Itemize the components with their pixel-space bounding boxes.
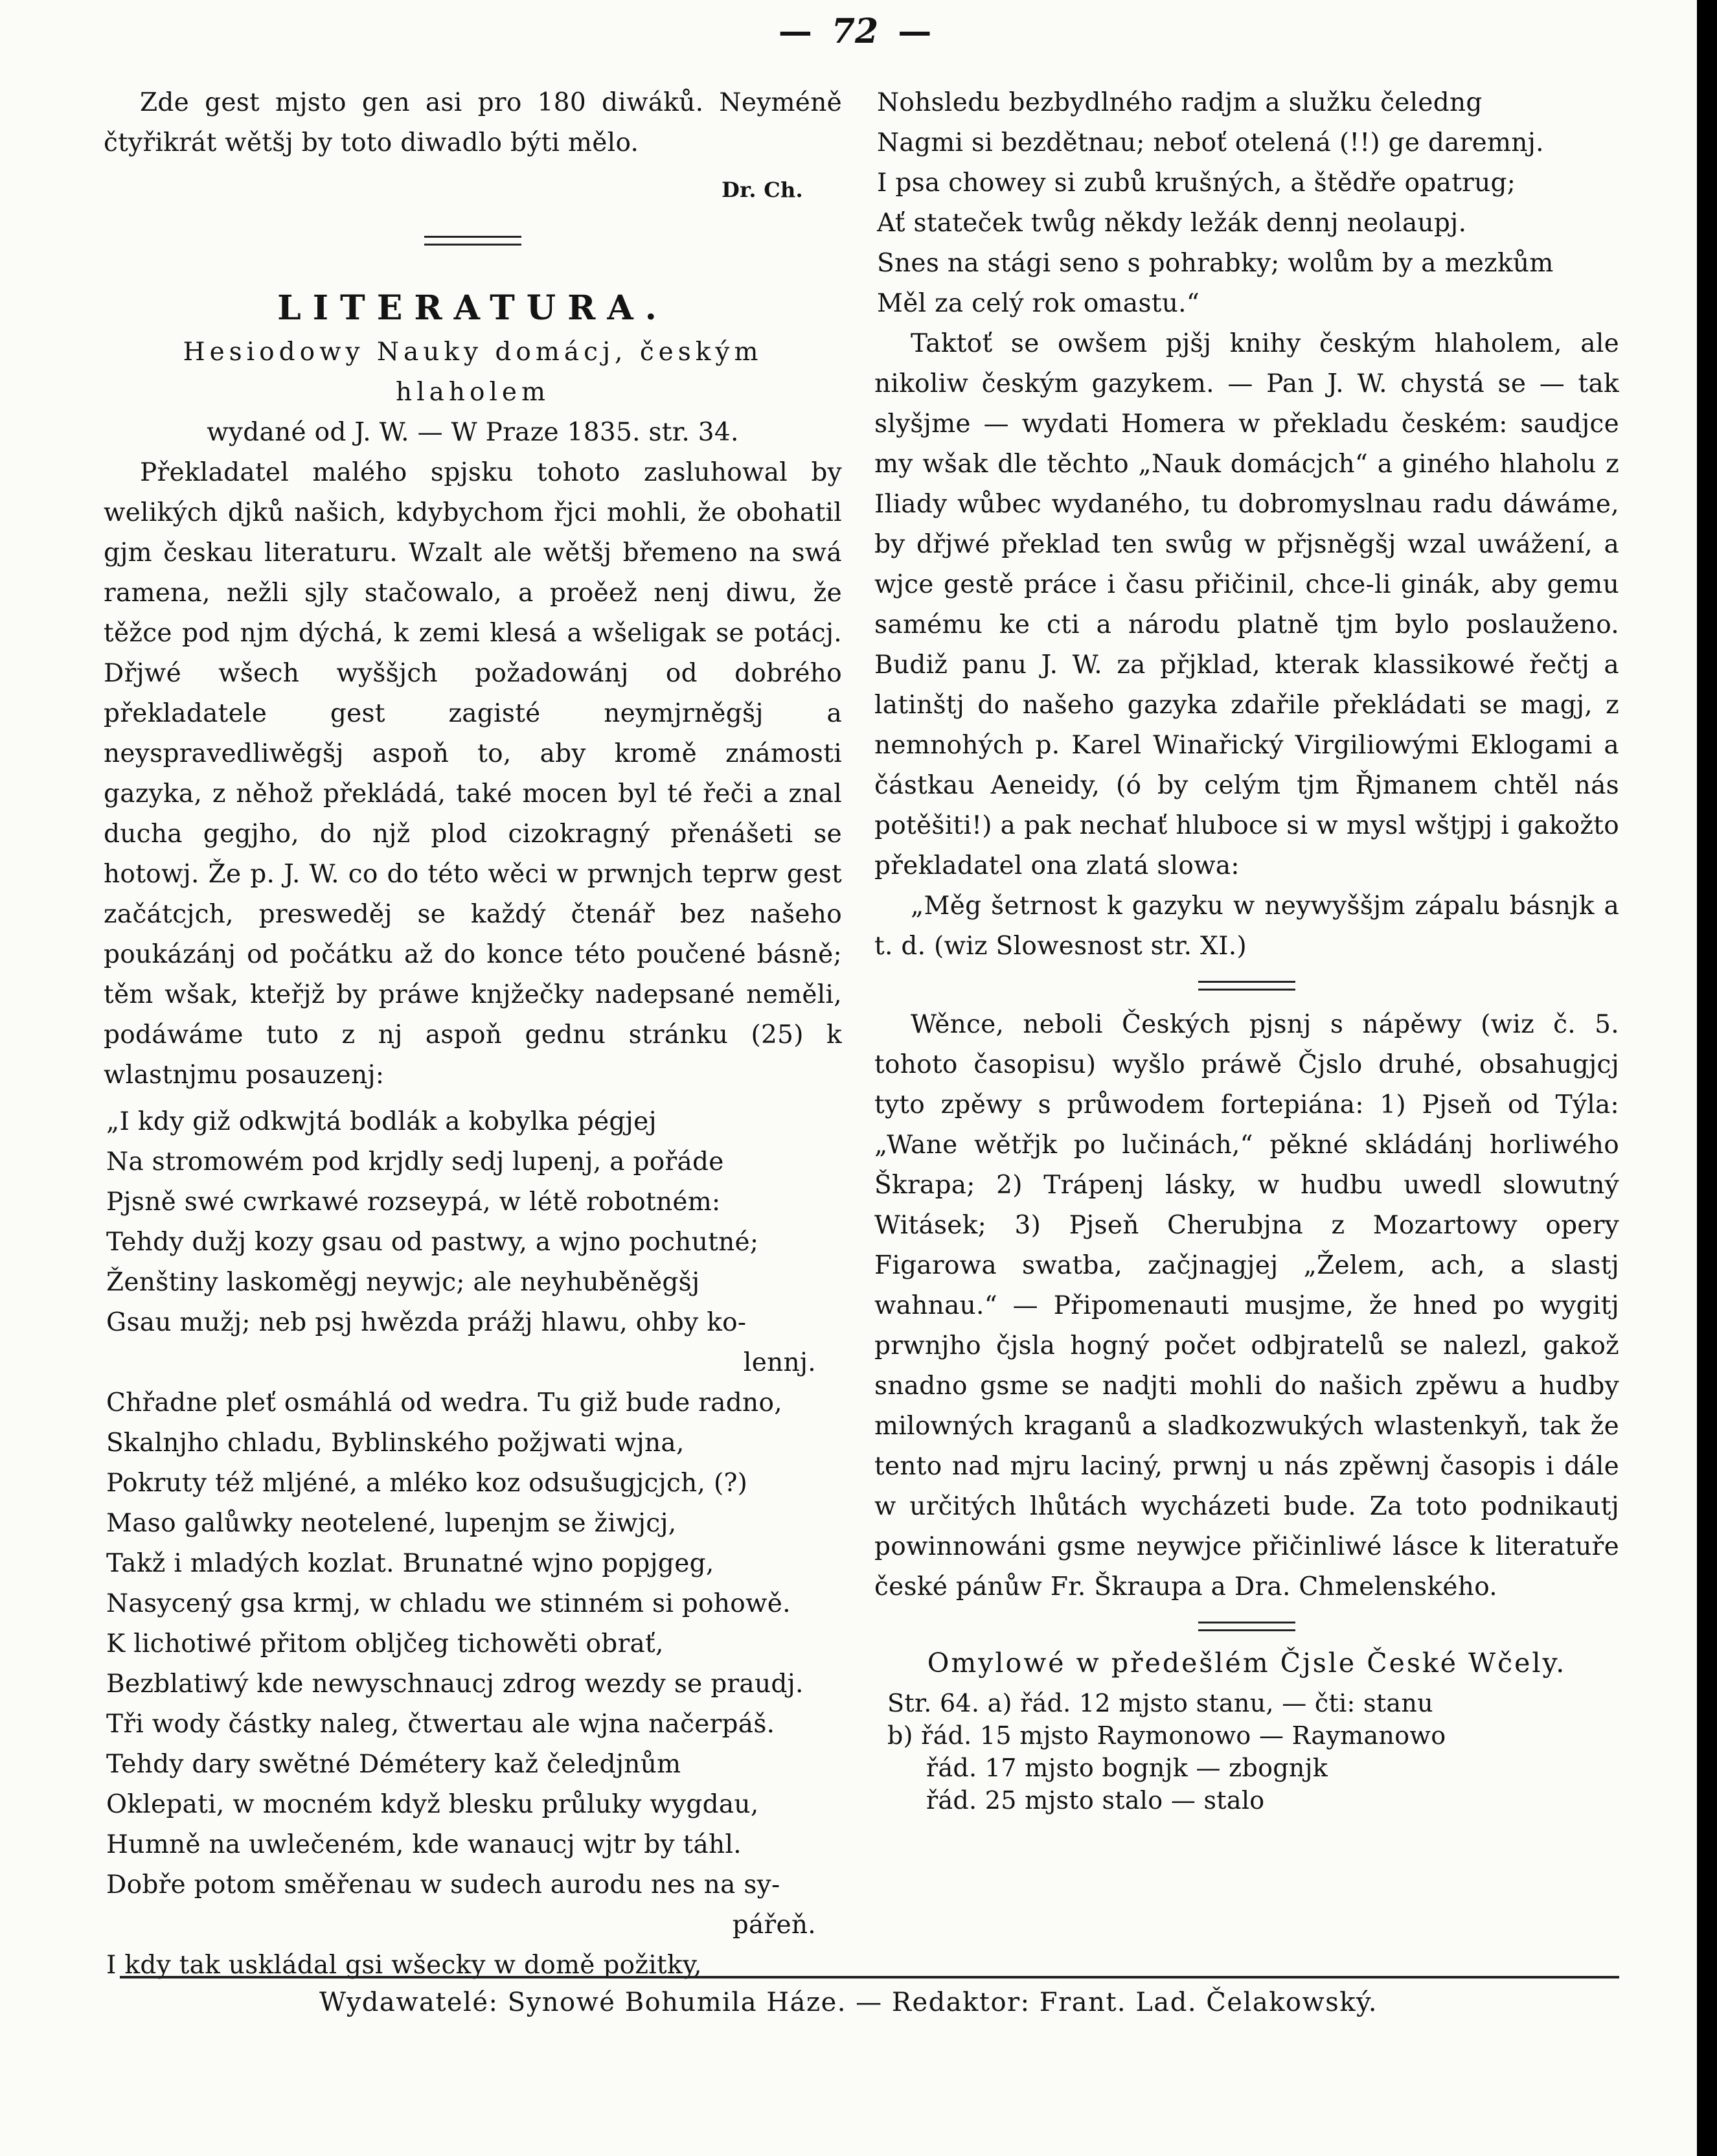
review-paragraph: Překladatel malého spjsku tohoto zasluhowal by welikých djků našich, kdybychom řjci mohli, že obohatil gjm českau literaturu. Wzalt ale wětšj břemeno na swá ramena, nežli sjly stačowalo, a proěež nenj diwu, že těžce pod njm dýchá, k zemi klesá a wšeligak se potácj. Dřjwé wšech wyššjch požadowánj od dobrého překladatele gest zagisté neymjrněgšj a neyspravedliwěgšj aspoň to, aby kromě známosti gazyka, z něhož překládá, také mocen byl té řeči a znal ducha gegjho, do njž plod cizokragný přenášeti se hotowj. Že p. J. W. co do této wěci w prwnjch teprw gest začátcjch, presweděj se každý čtenář bez našeho poukázánj od počátku až do konce této poučené básně; těm wšak, kteřjž by práwe knjžečky nadepsané neměli, podáwáme tuto z nj aspoň gednu stránku (25) k wlastnjmu posauzenj:: [104, 458, 842, 1090]
verse-line: Chřadne pleť osmáhlá od wedra. Tu giž bude radno,: [106, 1388, 782, 1417]
erratum-item: řád. 17 mjsto bognjk — zbognjk: [926, 1754, 1328, 1782]
verse-line: Gsau mužj; neb psj hwězda prážj hlawu, ohby ko-: [106, 1308, 747, 1337]
verse-line: K lichotiwé přitom obljčeg tichowěti obrať,: [106, 1629, 664, 1658]
verse-line: Ženštiny laskoměgj neywjc; ale neyhuběněgšj: [106, 1268, 700, 1297]
verse-line: Nagmi si bezdětnau; neboť otelená (!!) ge daremnj.: [877, 128, 1544, 157]
article-signature: Dr. Ch.: [722, 178, 803, 202]
errata-list: [874, 1687, 1619, 1817]
news-paragraph: Wěnce, neboli Českých pjsnj s nápěwy (wiz č. 5. tohoto časopisu) wyšlo práwě Čjslo druhé, obsahugjcj tyto zpěwy s průwodem fortepiána: 1) Pjseň od Týla: „Wane wětřjk po lučinách,“ pěkné skládánj horliwého Škrapa; 2) Trápenj lásky, w hudbu uwedl slowutný Witásek; 3) Pjseň Cherubjna z Mozartowy opery Figarowa swatba, začjnagjej „Želem, ach, a slastj wahnau.“ — Připomenauti musjme, že hned po wygitj prwnjho čjsla hogný počet odbjratelů se nalezl, gakož snadno gsme se nadjti mohli do našich zpěwu a hudby milowných kraganů a sladkozwukých wlastenkyň, tak že tento nad mjru laciný, prwnj u nás zpěwnj časopis i dále w určitých lhůtách wycházeti bude. Za toto podnikautj powinnowáni gsme neywjce přičinliwé lásce k literatuře české pánůw Fr. Škraupa a Dra. Chmelenského.: [874, 1010, 1619, 1601]
page-number-dash-right: —: [898, 12, 932, 51]
verse-line: Měl za celý rok omastu.“: [877, 289, 1200, 318]
verse-line: Oklepati, w mocném když blesku průluky wygdau,: [106, 1790, 759, 1819]
section-title: LITERATURA.: [277, 288, 668, 328]
verse-line: Maso galůwky neotelené, lupenjm se žiwjcj,: [106, 1509, 677, 1538]
erratum-item: b) řád. 15 mjsto Raymonowo — Raymanowo: [887, 1721, 1446, 1750]
verse-line: Takž i mladých kozlat. Brunatné wjno popjgeg,: [106, 1549, 714, 1578]
theatre-note: Zde gest mjsto gen asi pro 180 diwáků. Neyméně čtyřikrát wětšj by toto diwadlo býti mělo.: [104, 88, 842, 157]
erratum-item: řád. 25 mjsto stalo — stalo: [926, 1786, 1265, 1815]
quotation: „Měg šetrnost k gazyku w neywyššjm zápalu básnjk a t. d. (wiz Slowesnost str. XI.): [874, 891, 1619, 961]
footer-rule: [120, 1976, 1619, 1978]
right-column: [874, 83, 1619, 1817]
verse-line: Humně na uwlečeném, kde wanaucj wjtr by táhl.: [106, 1830, 742, 1859]
publisher-footer: Wydawatelé: Synowé Bohumila Háze. — Redaktor: Frant. Lad. Čelakowský.: [319, 1988, 1378, 2017]
verse-line: „I kdy giž odkwjtá bodlák a kobylka pégjej: [106, 1107, 657, 1136]
verse-line: Tehdy dužj kozy gsau od pastwy, a wjno pochutné;: [106, 1228, 759, 1257]
verse-line: Bezblatiwý kde newyschnaucj zdrog wezdy se praudj.: [106, 1669, 804, 1699]
verse-line: I kdy tak uskládal gsi wšecky w domě požitky,: [106, 1951, 702, 1980]
verse-line: Ať stateček twůg někdy ležák dennj neolaupj.: [877, 209, 1467, 238]
errata-title: Omylowé w předešlém Čjsle České Wčely.: [927, 1647, 1567, 1679]
verse-line-continuation: pářeň.: [732, 1910, 816, 1940]
verse-line: Pjsně swé cwrkawé rozseypá, w létě robotném:: [106, 1187, 721, 1217]
verse-line: I psa chowey si zubů krušných, a štědře opatrug;: [877, 168, 1516, 198]
verse-line: Snes na stági seno s pohrabky; wolům by a mezkům: [877, 249, 1554, 278]
erratum-item: Str. 64. a) řád. 12 mjsto stanu, — čti: stanu: [887, 1689, 1433, 1717]
verse-line: Pokruty též mljéné, a mléko koz odsušugjcjch, (?): [106, 1469, 748, 1498]
book-title: Hesiodowy Nauky domácj, českým hlaholem: [183, 338, 763, 407]
news-divider: [1198, 981, 1295, 991]
verse-line: Na stromowém pod krjdly sedj lupenj, a pořáde: [106, 1147, 724, 1176]
section-divider: [424, 236, 521, 246]
verse-line: Skalnjho chladu, Byblinského požjwati wjna,: [106, 1428, 685, 1458]
verse-block-2: [874, 83, 1619, 324]
verse-line: Tehdy dary swětné Démétery kaž čeledjnům: [106, 1750, 681, 1779]
verse-line: Nasycený gsa krmj, w chladu we stinném si pohowě.: [106, 1589, 791, 1618]
left-column: [104, 83, 842, 1986]
page-number: 72: [831, 12, 879, 51]
page-header: [745, 12, 965, 51]
verse-line: Tři wody částky naleg, čtwertau ale wjna načerpáš.: [106, 1710, 775, 1739]
verse-line-continuation: lennj.: [743, 1348, 816, 1377]
page-number-dash-left: —: [778, 12, 812, 51]
verse-block-1: [104, 1102, 842, 1986]
errata-divider: [1198, 1622, 1295, 1631]
verse-line: Nohsledu bezbydlného radjm a služku čeledng: [877, 88, 1483, 117]
verse-line: Dobře potom směřenau w sudech aurodu nes na sy-: [106, 1870, 780, 1899]
review-conclusion: Taktoť se owšem pjšj knihy českým hlaholem, ale nikoliw českým gazykem. — Pan J. W. chystá se — tak slyšjme — wydati Homera w překladu českém: saudjce my wšak dle těchto „Nauk domácjch“ a giného hlaholu z Iliady wůbec wydaného, tu dobromyslnau radu dáwáme, by dřjwé překlad ten swůg w přjsněgšj wzal uwážení, a wjce gestě práce i času přičinil, chce-li ginák, aby gemu samému ke cti a národu platně tjm bylo poslauženo. Budiž panu J. W. za přjklad, kterak klassikowé řečtj a latinštj do našeho gazyka zdařile překládati se magj, z nemnohých p. Karel Winařický Virgiliowými Eklogami a částkau Aeneidy, (ó by celým tjm Řjmanem chtěl nás potěšiti!) a pak nechať hluboce si w mysl wštjpj i gakožto překladatel ona zlatá slowa:: [874, 329, 1619, 880]
book-info: wydané od J. W. — W Praze 1835. str. 34.: [207, 418, 739, 447]
